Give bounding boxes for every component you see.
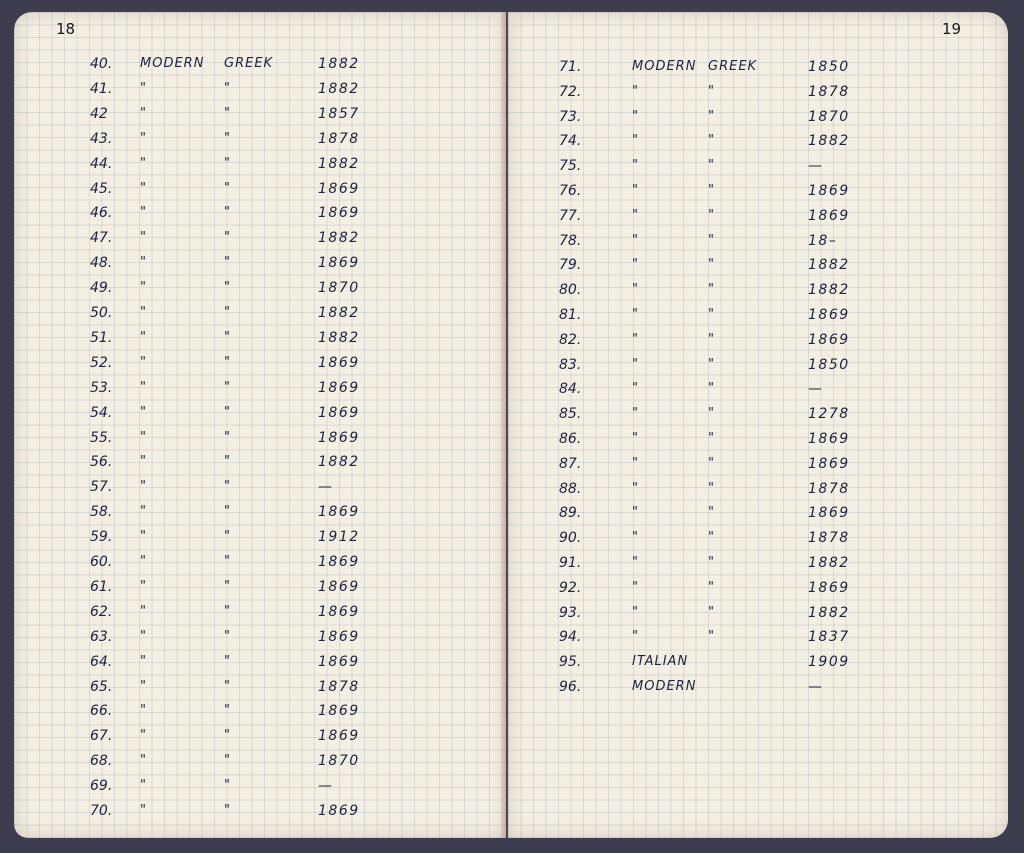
year-cell: 1882: [318, 305, 360, 321]
year-cell: 1869: [318, 628, 360, 645]
entry-number: 74.: [559, 133, 582, 150]
language-cell: ITALIAN: [632, 654, 689, 670]
ledger-row: [508, 431, 1008, 453]
script-cell: ": [224, 155, 231, 171]
year-cell: 1870: [318, 280, 360, 297]
script-cell: ": [224, 753, 231, 769]
language-cell: ": [632, 158, 639, 174]
year-cell: 1869: [318, 379, 360, 396]
ledger-row: [508, 282, 1008, 304]
year-cell: 1869: [318, 803, 360, 819]
language-cell: ": [140, 230, 147, 246]
script-cell: ": [708, 530, 715, 546]
year-cell: 1869: [808, 505, 850, 522]
script-cell: ": [224, 703, 231, 719]
language-cell: ": [632, 232, 639, 248]
script-cell: ": [224, 504, 231, 520]
script-cell: ": [224, 728, 231, 744]
script-cell: ": [224, 130, 231, 146]
ledger-row: [14, 205, 506, 227]
year-cell: 1882: [318, 80, 360, 97]
year-cell: 1882: [318, 56, 360, 72]
script-cell: ": [224, 80, 231, 96]
entry-number: 79.: [559, 257, 582, 274]
entry-number: 93.: [559, 604, 582, 621]
ledger-row: [508, 679, 1008, 701]
ledger-row: [508, 208, 1008, 230]
entry-number: 43.: [90, 130, 113, 147]
entry-number: 86.: [559, 431, 582, 447]
language-cell: ": [632, 431, 639, 446]
entry-number: 75.: [559, 158, 582, 175]
year-cell: 1882: [318, 230, 360, 247]
year-cell: 1882: [318, 329, 360, 346]
entry-number: 81.: [559, 307, 582, 323]
page-number: 19: [942, 20, 962, 38]
year-cell: 1912: [318, 529, 360, 546]
language-cell: ": [140, 678, 147, 694]
ledger-row: [508, 555, 1008, 577]
entry-number: 85.: [559, 406, 582, 423]
ledger-row: [508, 59, 1008, 81]
language-cell: ": [140, 180, 147, 196]
script-cell: ": [708, 83, 715, 99]
ledger-row: [14, 106, 506, 128]
ledger-row: [14, 529, 506, 551]
language-cell: ": [140, 80, 147, 96]
script-cell: ": [708, 604, 715, 620]
year-cell: 1869: [318, 404, 360, 421]
language-cell: ": [140, 329, 147, 345]
entry-number: 65.: [90, 678, 113, 695]
ledger-row: [508, 183, 1008, 205]
year-cell: 1869: [808, 307, 850, 323]
ledger-row: [14, 56, 506, 78]
ledger-row: [508, 332, 1008, 354]
year-cell: 1869: [318, 354, 360, 371]
ledger-row: [14, 330, 506, 352]
ledger-row: [14, 778, 506, 800]
language-cell: ": [632, 257, 639, 273]
language-cell: ": [632, 455, 639, 471]
entry-number: 48.: [90, 255, 113, 272]
entry-number: 42: [90, 105, 108, 122]
script-cell: ": [708, 133, 715, 149]
script-cell: ": [224, 305, 231, 320]
script-cell: ": [224, 404, 231, 420]
year-cell: 1878: [318, 130, 360, 147]
ledger-row: [508, 580, 1008, 602]
script-cell: ": [708, 356, 715, 372]
entry-number: 88.: [559, 480, 582, 497]
entry-number: 87.: [559, 455, 582, 472]
entry-number: 69.: [90, 778, 113, 795]
year-cell: 1878: [318, 678, 360, 695]
ledger-row: [508, 158, 1008, 180]
script-cell: ": [708, 505, 715, 521]
year-cell: 1869: [808, 207, 850, 224]
script-cell: ": [708, 183, 715, 198]
script-cell: ": [708, 455, 715, 471]
ledger-row: [508, 307, 1008, 329]
script-cell: ": [708, 431, 715, 446]
entry-number: 62.: [90, 603, 113, 620]
script-cell: ": [224, 529, 231, 545]
language-cell: ": [140, 429, 147, 445]
year-cell: 1878: [808, 480, 850, 497]
entry-number: 50.: [90, 305, 113, 321]
ledger-row: [14, 504, 506, 526]
entry-number: 84.: [559, 381, 582, 398]
year-cell: 1882: [808, 282, 850, 299]
language-cell: ": [140, 255, 147, 271]
script-cell: ": [708, 480, 715, 496]
language-cell: ": [632, 604, 639, 620]
language-cell: MODERN: [632, 679, 697, 694]
ledger-row: [508, 109, 1008, 131]
year-cell: 1869: [808, 431, 850, 447]
language-cell: ": [632, 207, 639, 223]
entry-number: 57.: [90, 479, 113, 496]
language-cell: ": [140, 130, 147, 146]
language-cell: ": [140, 155, 147, 171]
language-cell: ": [140, 628, 147, 644]
ledger-row: [508, 84, 1008, 106]
language-cell: ": [632, 331, 639, 347]
language-cell: ": [140, 305, 147, 320]
entry-number: 68.: [90, 753, 113, 770]
script-cell: ": [224, 354, 231, 370]
year-cell: 1869: [808, 183, 850, 199]
entry-number: 52.: [90, 354, 113, 371]
entry-number: 67.: [90, 728, 113, 745]
year-cell: 1909: [808, 654, 850, 671]
language-cell: ": [632, 555, 639, 570]
entry-number: 64.: [90, 653, 113, 670]
script-cell: ": [224, 778, 231, 794]
year-cell: 1869: [318, 205, 360, 222]
language-cell: ": [140, 603, 147, 619]
entry-number: 46.: [90, 205, 113, 222]
language-cell: MODERN: [140, 56, 205, 71]
script-cell: ": [708, 331, 715, 347]
ledger-row: [14, 230, 506, 252]
language-cell: ": [140, 379, 147, 395]
language-cell: ": [632, 183, 639, 198]
year-cell: 1870: [808, 108, 850, 125]
entry-number: 72.: [559, 83, 582, 100]
year-cell: 1869: [318, 653, 360, 670]
script-cell: ": [708, 207, 715, 223]
ledger-row: [14, 255, 506, 277]
entry-number: 94.: [559, 629, 582, 646]
year-cell: 18–: [808, 232, 838, 249]
language-cell: ": [140, 454, 147, 470]
ledger-row: [508, 257, 1008, 279]
ledger-row: [14, 604, 506, 626]
ledger-row: [14, 156, 506, 178]
language-cell: ": [140, 479, 147, 495]
script-cell: ": [224, 429, 231, 445]
script-cell: ": [708, 108, 715, 124]
language-cell: ": [140, 105, 147, 121]
language-cell: ": [140, 529, 147, 545]
script-cell: ": [708, 307, 715, 322]
entry-number: 90.: [559, 530, 582, 547]
page-number: 18: [56, 20, 76, 38]
entry-number: 92.: [559, 579, 582, 596]
year-cell: 1278: [808, 406, 850, 423]
script-cell: ": [224, 578, 231, 594]
year-cell: 1869: [808, 331, 850, 348]
year-cell: —: [318, 778, 334, 795]
language-cell: ": [632, 530, 639, 546]
ledger-row: [508, 481, 1008, 503]
entry-number: 44.: [90, 155, 113, 172]
entry-number: 76.: [559, 183, 582, 199]
entry-number: 51.: [90, 329, 113, 346]
ledger-row: [14, 380, 506, 402]
year-cell: 1882: [808, 604, 850, 621]
entry-number: 71.: [559, 59, 582, 75]
year-cell: 1869: [318, 554, 360, 570]
script-cell: ": [708, 158, 715, 174]
entry-number: 60.: [90, 554, 113, 570]
language-cell: ": [140, 354, 147, 370]
year-cell: 1869: [318, 578, 360, 595]
year-cell: 1882: [318, 155, 360, 172]
left-page: [14, 12, 506, 838]
language-cell: ": [632, 356, 639, 372]
year-cell: 1882: [808, 555, 850, 571]
script-cell: ": [224, 803, 231, 818]
script-cell: ": [224, 628, 231, 644]
entry-number: 55.: [90, 429, 113, 446]
script-cell: ": [708, 257, 715, 273]
year-cell: 1882: [808, 257, 850, 274]
ledger-row: [14, 355, 506, 377]
language-cell: ": [632, 406, 639, 422]
year-cell: —: [808, 381, 824, 398]
script-cell: ": [708, 555, 715, 570]
year-cell: 1869: [318, 728, 360, 745]
ledger-row: [14, 703, 506, 725]
year-cell: 1837: [808, 629, 850, 646]
script-cell: ": [224, 230, 231, 246]
ledger-row: [14, 728, 506, 750]
ledger-row: [508, 406, 1008, 428]
ledger-row: [508, 629, 1008, 651]
entry-number: 56.: [90, 454, 113, 471]
entry-number: 45.: [90, 180, 113, 197]
entry-number: 77.: [559, 207, 582, 224]
year-cell: —: [808, 679, 824, 695]
ledger-row: [14, 629, 506, 651]
language-cell: ": [632, 505, 639, 521]
ledger-row: [508, 654, 1008, 676]
ledger-row: [14, 454, 506, 476]
language-cell: ": [632, 307, 639, 322]
entry-number: 91.: [559, 555, 582, 571]
entry-number: 40.: [90, 56, 113, 72]
language-cell: ": [140, 504, 147, 520]
year-cell: 1850: [808, 59, 850, 75]
year-cell: 1882: [808, 133, 850, 150]
entry-number: 96.: [559, 679, 582, 695]
ledger-row: [14, 181, 506, 203]
language-cell: ": [140, 205, 147, 221]
ledger-row: [14, 579, 506, 601]
year-cell: 1869: [318, 504, 360, 521]
ledger-row: [508, 233, 1008, 255]
year-cell: 1857: [318, 105, 360, 122]
script-cell: ": [224, 280, 231, 296]
year-cell: 1869: [318, 603, 360, 620]
ledger-row: [14, 305, 506, 327]
ledger-row: [14, 479, 506, 501]
language-cell: ": [140, 280, 147, 296]
entry-number: 61.: [90, 578, 113, 595]
year-cell: 1869: [808, 579, 850, 596]
ledger-row: [508, 605, 1008, 627]
script-cell: GREEK: [224, 56, 274, 71]
ledger-row: [14, 81, 506, 103]
ledger-row: [14, 405, 506, 427]
entry-number: 53.: [90, 379, 113, 396]
year-cell: 1869: [318, 255, 360, 272]
language-cell: ": [140, 578, 147, 594]
language-cell: ": [140, 753, 147, 769]
entry-number: 78.: [559, 232, 582, 249]
year-cell: 1850: [808, 356, 850, 373]
year-cell: 1882: [318, 454, 360, 471]
ledger-row: [508, 505, 1008, 527]
language-cell: ": [140, 803, 147, 818]
language-cell: ": [632, 83, 639, 99]
script-cell: ": [224, 205, 231, 221]
script-cell: ": [224, 105, 231, 121]
entry-number: 82.: [559, 331, 582, 348]
ledger-row: [508, 133, 1008, 155]
script-cell: ": [224, 653, 231, 669]
entry-number: 89.: [559, 505, 582, 522]
entry-number: 95.: [559, 654, 582, 671]
ledger-row: [508, 381, 1008, 403]
ledger-row: [14, 679, 506, 701]
language-cell: ": [140, 404, 147, 420]
script-cell: ": [708, 629, 715, 645]
language-cell: ": [632, 480, 639, 496]
script-cell: ": [224, 454, 231, 470]
script-cell: ": [224, 180, 231, 196]
entry-number: 54.: [90, 404, 113, 421]
language-cell: ": [632, 579, 639, 595]
ledger-row: [508, 456, 1008, 478]
right-page: [508, 12, 1008, 838]
script-cell: ": [708, 282, 715, 298]
ledger-row: [14, 131, 506, 153]
script-cell: ": [708, 406, 715, 422]
language-cell: ": [140, 653, 147, 669]
ledger-row: [508, 530, 1008, 552]
ledger-row: [14, 753, 506, 775]
year-cell: —: [808, 158, 824, 175]
year-cell: 1869: [318, 180, 360, 197]
script-cell: ": [224, 603, 231, 619]
language-cell: ": [632, 133, 639, 149]
entry-number: 70.: [90, 803, 113, 819]
entry-number: 47.: [90, 230, 113, 247]
script-cell: ": [224, 379, 231, 395]
year-cell: 1869: [808, 455, 850, 472]
year-cell: 1878: [808, 530, 850, 547]
language-cell: ": [632, 108, 639, 124]
entry-number: 41.: [90, 80, 113, 97]
ledger-row: [14, 280, 506, 302]
script-cell: ": [224, 479, 231, 495]
entry-number: 73.: [559, 108, 582, 125]
entry-number: 66.: [90, 703, 113, 720]
entry-number: 80.: [559, 282, 582, 299]
script-cell: GREEK: [708, 59, 758, 74]
year-cell: 1870: [318, 753, 360, 770]
entry-number: 58.: [90, 504, 113, 521]
language-cell: MODERN: [632, 59, 697, 74]
script-cell: ": [708, 381, 715, 397]
year-cell: 1869: [318, 429, 360, 446]
script-cell: ": [224, 255, 231, 271]
ledger-row: [14, 430, 506, 452]
language-cell: ": [632, 381, 639, 397]
entry-number: 49.: [90, 280, 113, 297]
language-cell: ": [140, 778, 147, 794]
language-cell: ": [632, 629, 639, 645]
year-cell: —: [318, 479, 334, 496]
year-cell: 1878: [808, 83, 850, 100]
script-cell: ": [224, 554, 231, 569]
year-cell: 1869: [318, 703, 360, 720]
language-cell: ": [140, 728, 147, 744]
ledger-row: [14, 554, 506, 576]
script-cell: ": [224, 329, 231, 345]
language-cell: ": [140, 554, 147, 569]
script-cell: ": [708, 579, 715, 595]
entry-number: 63.: [90, 628, 113, 645]
language-cell: ": [140, 703, 147, 719]
entry-number: 59.: [90, 529, 113, 546]
ledger-row: [508, 357, 1008, 379]
entry-number: 83.: [559, 356, 582, 373]
ledger-row: [14, 654, 506, 676]
script-cell: ": [224, 678, 231, 694]
ledger-row: [14, 803, 506, 825]
script-cell: ": [708, 232, 715, 248]
language-cell: ": [632, 282, 639, 298]
